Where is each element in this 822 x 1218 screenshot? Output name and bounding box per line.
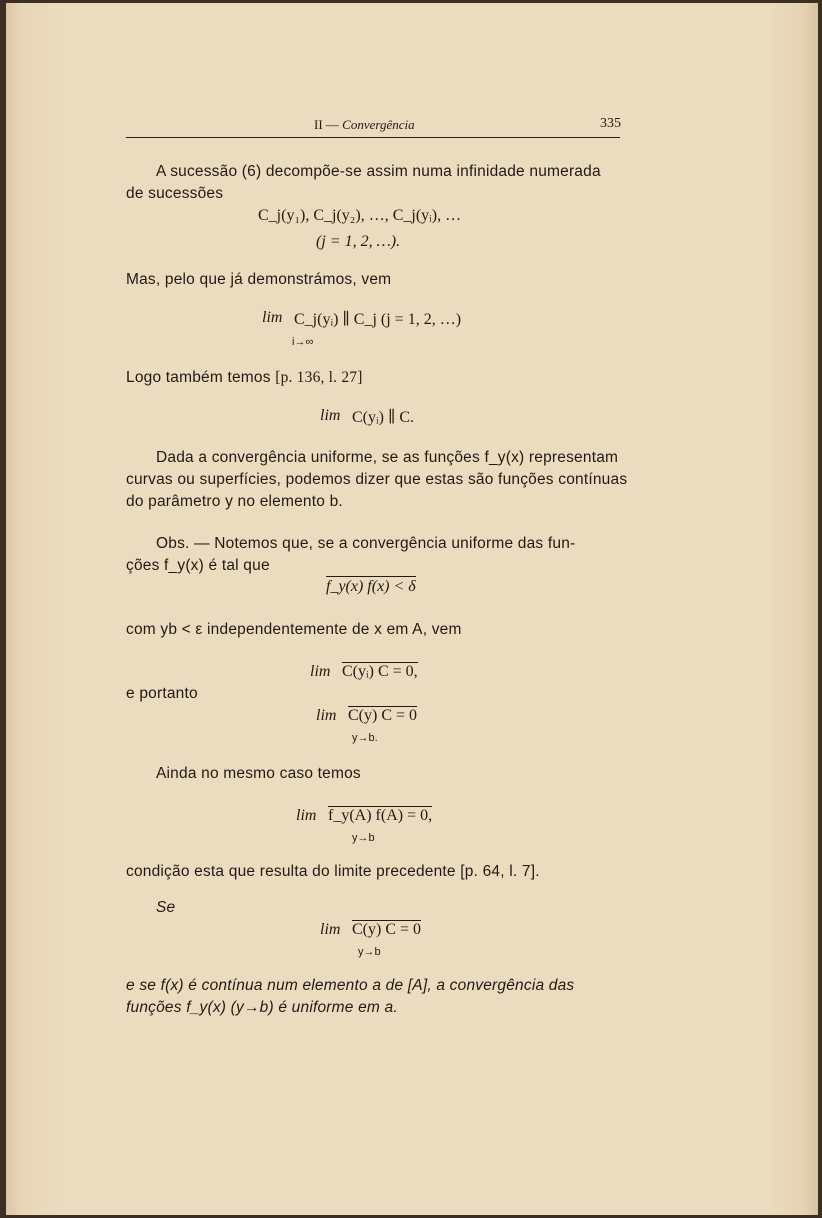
- paragraph-4-line-3: do parâmetro y no elemento b.: [126, 493, 343, 510]
- theorem-line-1: e se f(x) é contínua num elemento a de [A], a convergência das: [126, 977, 575, 994]
- paragraph-4-line-2: curvas ou superfícies, podemos dizer que estas são funções contínuas: [126, 471, 628, 488]
- page-reference: [p. 136, l. 27]: [275, 369, 363, 386]
- observation-line-2: ções f_y(x) é tal que: [126, 557, 270, 574]
- formula-index-range: (j = 1, 2, …).: [316, 233, 401, 250]
- formula-3-lim: lim: [320, 407, 341, 424]
- formula-8-main: [352, 921, 421, 939]
- formula-6-lim: lim: [316, 707, 337, 724]
- paragraph-4-line-1: Dada a convergência uniforme, se as funções f_y(x) representam: [156, 449, 619, 466]
- formula-7-main: [328, 807, 432, 825]
- running-head: [314, 117, 415, 133]
- book-page: [6, 3, 818, 1215]
- paragraph-3: [126, 369, 363, 387]
- formula-7-limit-subscript: y→b: [352, 832, 375, 844]
- formula-sequence: C_j(y₁), C_j(y₂), …, C_j(yᵢ), …: [258, 207, 462, 224]
- paragraph-1-line-2: de sucessões: [126, 185, 224, 202]
- paragraph-6: e portanto: [126, 685, 198, 702]
- formula-2-lim: lim: [262, 309, 283, 326]
- formula-4-inequality: [326, 578, 416, 596]
- paragraph-8: condição esta que resulta do limite precedente [p. 64, l. 7].: [126, 863, 540, 880]
- formula-8-limit-subscript: y→b: [358, 946, 381, 958]
- formula-6-main: [348, 707, 417, 725]
- formula-3-main: C(yᵢ) ∥ C.: [352, 409, 415, 426]
- paragraph-2: Mas, pelo que já demonstrámos, vem: [126, 271, 392, 288]
- header-rule: [126, 137, 620, 138]
- formula-5-main: [342, 663, 418, 681]
- formula-6-limit-subscript: y→b.: [352, 732, 378, 744]
- formula-7-text: f_y(A) f(A) = 0,: [328, 807, 433, 824]
- running-head-prefix: II —: [314, 117, 339, 132]
- formula-5-lim: lim: [310, 663, 331, 680]
- running-head-title: Convergência: [342, 117, 415, 132]
- paragraph-9: Se: [156, 899, 176, 916]
- formula-4-text: f_y(x) f(x) < δ: [326, 578, 416, 595]
- page-number: 335: [600, 116, 621, 131]
- observation-line-1: Obs. — Notemos que, se a convergência uniforme das fun-: [156, 535, 576, 552]
- paragraph-7: Ainda no mesmo caso temos: [156, 765, 361, 782]
- paragraph-3-text: Logo também temos: [126, 369, 271, 386]
- formula-8-lim: lim: [320, 921, 341, 938]
- paragraph-1-line-1: A sucessão (6) decompõe-se assim numa infinidade numerada: [156, 163, 601, 180]
- formula-2-limit-subscript: i→∞: [292, 336, 314, 348]
- paragraph-5: com yb < ε independentemente de x em A, vem: [126, 621, 462, 638]
- formula-8-text: C(y) C = 0: [352, 921, 422, 938]
- formula-6-text: C(y) C = 0: [348, 707, 418, 724]
- theorem-line-2: funções f_y(x) (y→b) é uniforme em a.: [126, 999, 398, 1016]
- formula-7-lim: lim: [296, 807, 317, 824]
- formula-5-text: C(yᵢ) C = 0,: [342, 663, 418, 680]
- formula-2-main: C_j(yᵢ) ∥ C_j (j = 1, 2, …): [294, 311, 462, 328]
